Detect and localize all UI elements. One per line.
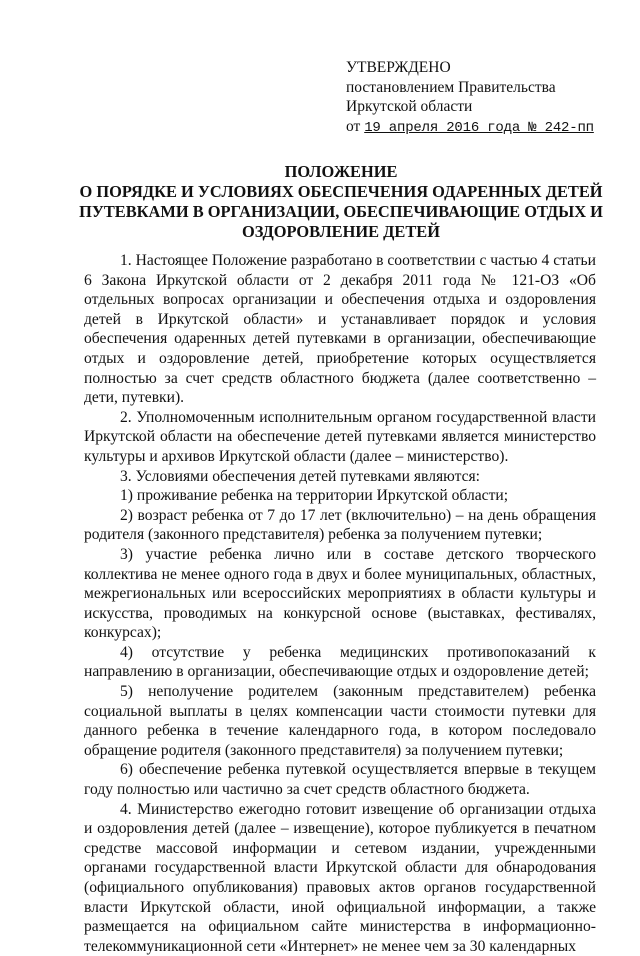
- approval-line-1: постановлением Правительства: [346, 78, 556, 96]
- paragraph: 6) обеспечение ребенка путевкой осуществляется впервые в текущем году полностью или частично за счет средств областного бюджета.: [84, 761, 596, 799]
- approval-date-prefix: от: [346, 117, 361, 135]
- approval-date-number: 19 апреля 2016 года № 242-пп: [364, 119, 594, 136]
- approval-stamp: [346, 58, 626, 138]
- document-heading: [78, 162, 604, 242]
- document-subtitle-line-1: О ПОРЯДКЕ И УСЛОВИЯХ ОБЕСПЕЧЕНИЯ ОДАРЕННЫХ ДЕТЕЙ: [79, 182, 603, 201]
- approval-title: УТВЕРЖДЕНО: [346, 59, 451, 76]
- paragraph: 2. Уполномоченным исполнительным органом государственной власти Иркутской области на обеспечение детей путевками является министерство культуры и архивов Иркутской области (далее – министерство).: [84, 408, 596, 465]
- approval-line-2: Иркутской области: [346, 98, 473, 115]
- paragraph: 3) участие ребенка лично или в составе детского творческого коллектива не менее одного года в двух и более муниципальных, областных, межрегиональных или всероссийских мероприятиях в области культуры и искусства, проводимых на конкурсной основе (выставках, фестивалях, конкурсах);: [84, 545, 596, 642]
- document-subtitle-line-2: ПУТЕВКАМИ В ОРГАНИЗАЦИИ, ОБЕСПЕЧИВАЮЩИЕ ОТДЫХ И: [79, 202, 603, 221]
- paragraph: 4) отсутствие у ребенка медицинских противопоказаний к направлению в организации, обеспечивающие отдых и оздоровление детей;: [84, 643, 596, 681]
- paragraph: 1. Настоящее Положение разработано в соответствии с частью 4 статьи 6 Закона Иркутской области от 2 декабря 2011 года № 121-ОЗ «Об отдельных вопросах организации и обеспечения отдыха и оздоровления детей в Иркутской области» и устанавливает порядок и условия обеспечения одаренных детей путевками в организации, обеспечивающие отдых и оздоровление детей, приобретение которых осуществляется полностью за счет средств областного бюджета (далее соответственно – дети, путевки).: [84, 252, 596, 407]
- paragraph: 4. Министерство ежегодно готовит извещение об организации отдыха и оздоровления детей (далее – извещение), которое публикуется в печатном средстве массовой информации и сетевом издании, учрежденными органами государственной власти Иркутской области для обнародования (официального опубликования) правовых актов органов государственной власти Иркутской области, иной официальной информации, а также размещается на официальном сайте министерства в информационно-телекоммуникационной сети «Интернет» не менее чем за 30 календарных: [84, 800, 596, 955]
- paragraph: 5) неполучение родителем (законным представителем) ребенка социальной выплаты в целях компенсации части стоимости путевки для данного ребенка в течение календарного года, в котором последовало обращение родителя (законного представителя) за получением путевки;: [84, 683, 596, 759]
- paragraph: 1) проживание ребенка на территории Иркутской области;: [120, 487, 509, 505]
- document-body: [84, 251, 596, 956]
- paragraph: 3. Условиями обеспечения детей путевками являются:: [120, 467, 481, 485]
- document-title: ПОЛОЖЕНИЕ: [284, 162, 398, 181]
- approval-date-line: [346, 117, 626, 139]
- paragraph: 2) возраст ребенка от 7 до 17 лет (включительно) – на день обращения родителя (законного представителя) ребенка за получением путевки;: [84, 506, 596, 544]
- document-subtitle-line-3: ОЗДОРОВЛЕНИЕ ДЕТЕЙ: [242, 222, 440, 241]
